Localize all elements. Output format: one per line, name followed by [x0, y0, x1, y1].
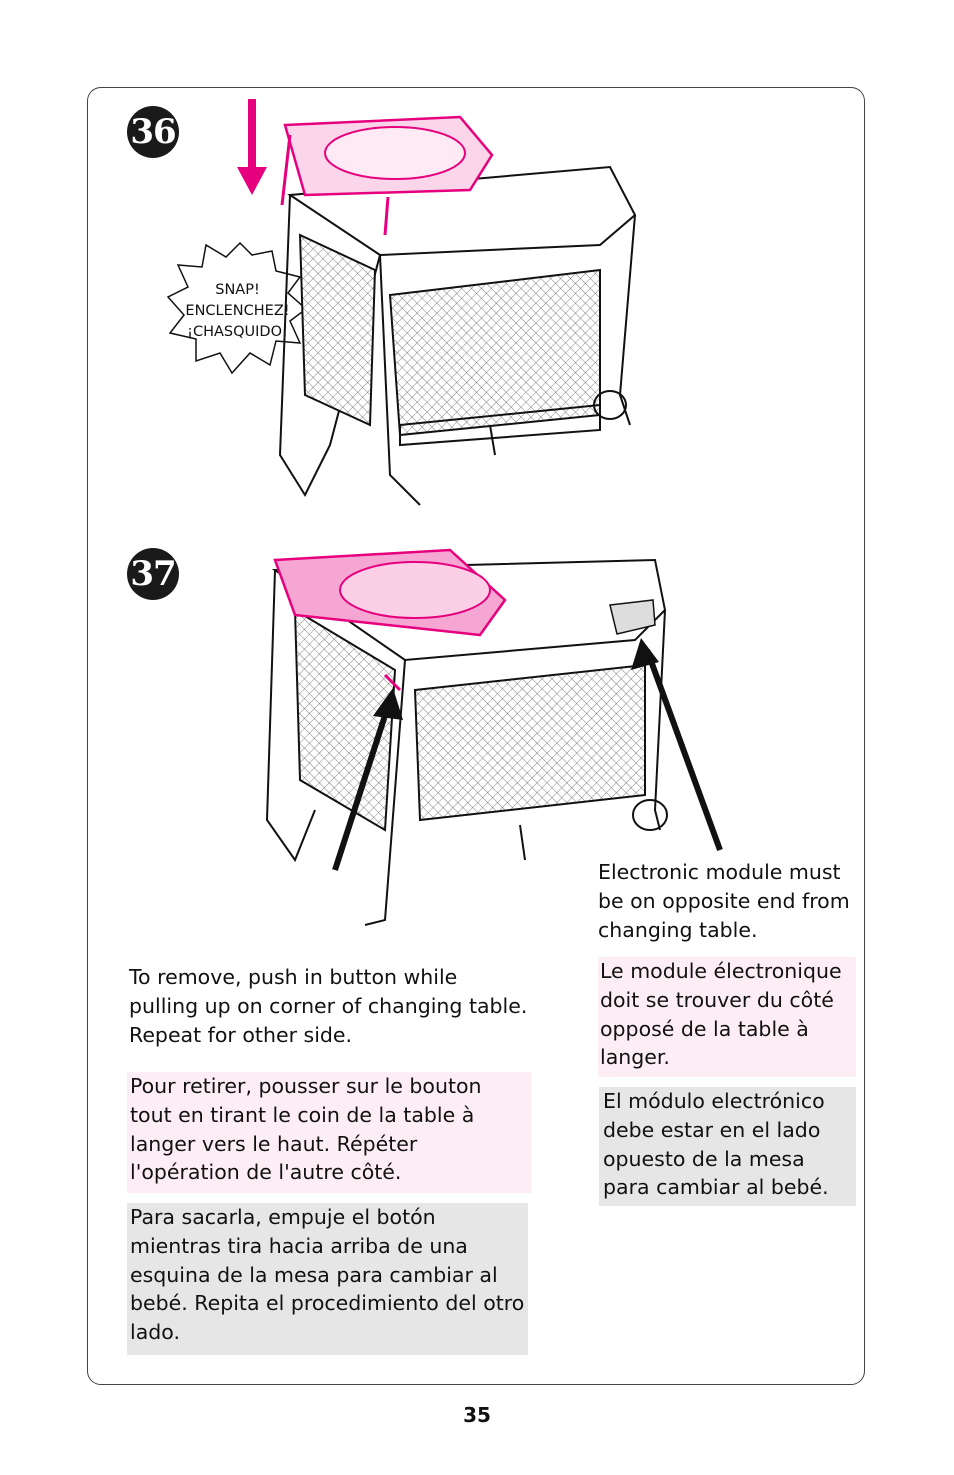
remove-instruction-fr: Pour retirer, pousser sur le bouton tout en tirant le coin de la table à langer vers le haut. Répéter l'opération de l'autre côté.: [127, 1072, 531, 1193]
snap-line-es: ¡CHASQUIDO!: [187, 324, 288, 340]
playard-frame: [280, 167, 635, 505]
module-instruction-fr: Le module électronique doit se trouver du côté opposé de la table à langer.: [598, 957, 856, 1077]
step-36-badge: 36: [127, 106, 179, 158]
remove-instruction-es: Para sacarla, empuje el botón mientras tira hacia arriba de una esquina de la mesa para cambiar al bebé. Repita el procedimiento del otro lado.: [127, 1203, 528, 1355]
snap-line-fr: ENCLENCHEZ!: [185, 303, 290, 319]
push-down-arrow-icon: [237, 99, 267, 195]
snap-line-en: SNAP!: [215, 282, 260, 298]
module-instruction-es: El módulo electrónico debe estar en el lado opuesto de la mesa para cambiar al bebé.: [599, 1087, 856, 1206]
remove-instruction-en: To remove, push in button while pulling up on corner of changing table. Repeat for other side.: [129, 965, 528, 1047]
snap-callout: [160, 280, 315, 343]
page-number: 35: [463, 1403, 491, 1427]
electronic-module-icon: [610, 600, 655, 634]
step-37-badge: 37: [127, 548, 179, 600]
module-instruction-en: Electronic module must be on opposite end from changing table.: [598, 860, 850, 942]
